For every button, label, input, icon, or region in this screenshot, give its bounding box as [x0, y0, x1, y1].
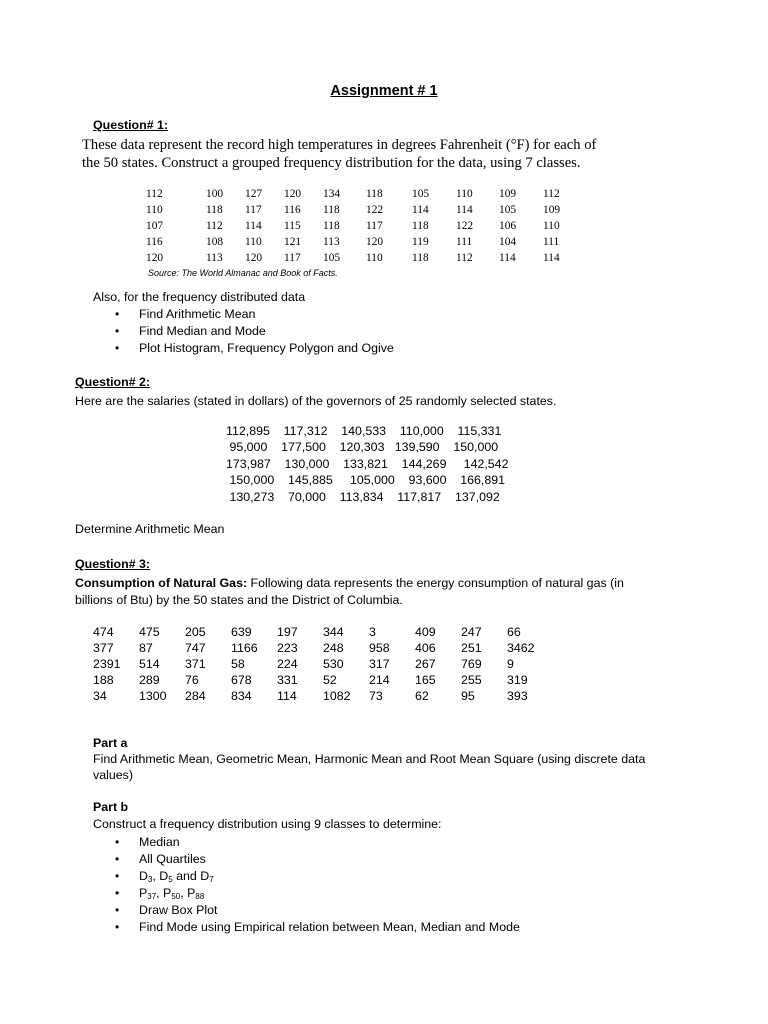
- temperature-cell: 120: [366, 236, 384, 248]
- temperature-cell: 114: [456, 204, 473, 216]
- gas-value-cell: 34: [93, 689, 107, 703]
- salary-row: 173,987 130,000 133,821 144,269 142,542: [226, 457, 509, 471]
- gas-value-cell: 1166: [231, 641, 258, 655]
- gas-value-cell: 9: [507, 657, 514, 671]
- part-b-label: Part b: [93, 800, 129, 814]
- part-a-text-line2: values): [93, 768, 133, 782]
- temperature-cell: 120: [284, 188, 302, 200]
- gas-value-cell: 76: [185, 673, 199, 687]
- part-b-text: Construct a frequency distribution using 9 classes to determine:: [93, 817, 442, 831]
- assignment-title: Assignment # 1: [330, 83, 438, 99]
- table-row: [93, 640, 553, 656]
- temperature-cell: 118: [206, 204, 223, 216]
- gas-value-cell: 251: [461, 641, 482, 655]
- gas-value-cell: 223: [277, 641, 298, 655]
- list-item: • Draw Box Plot: [93, 902, 520, 919]
- also-text: Also, for the frequency distributed data: [93, 290, 306, 304]
- gas-value-cell: 197: [277, 625, 298, 639]
- question-1-text-line1: These data represent the record high temperatures in degrees Fahrenheit (°F) for each of: [82, 137, 597, 153]
- temperature-cell: 118: [366, 188, 383, 200]
- temperature-cell: 118: [323, 204, 340, 216]
- temperature-cell: 113: [323, 236, 340, 248]
- salary-row: 130,273 70,000 113,834 117,817 137,092: [226, 490, 500, 504]
- temperature-cell: 118: [412, 220, 429, 232]
- gas-value-cell: 474: [93, 625, 114, 639]
- gas-value-cell: 52: [323, 673, 337, 687]
- list-item: • $P_{37}$, $P_{50}$, $P_{88}$: [93, 885, 520, 902]
- temperature-cell: 109: [499, 188, 517, 200]
- gas-value-cell: 958: [369, 641, 390, 655]
- temperature-cell: 117: [284, 252, 301, 264]
- gas-value-cell: 114: [277, 689, 297, 703]
- part-a-label: Part a: [93, 736, 128, 750]
- table-source-note: Source: The World Almanac and Book of Facts.: [148, 268, 338, 278]
- temperature-cell: 114: [543, 252, 560, 264]
- question-3-heading: Question# 3:: [75, 557, 151, 571]
- temperature-cell: 114: [245, 220, 262, 232]
- gas-value-cell: 331: [277, 673, 298, 687]
- question-2-task: Determine Arithmetic Mean: [75, 522, 225, 536]
- intro-bold-label: Consumption of Natural Gas:: [75, 576, 248, 590]
- list-item: • Find Mode using Empirical relation between Mean, Median and Mode: [93, 919, 520, 936]
- gas-value-cell: 247: [461, 625, 482, 639]
- gas-value-cell: 165: [415, 673, 436, 687]
- temperature-cell: 110: [146, 204, 163, 216]
- list-item: • Median: [93, 834, 520, 851]
- temperature-cell: 107: [146, 220, 164, 232]
- temperature-cell: 120: [146, 252, 164, 264]
- temperature-cell: 116: [284, 204, 301, 216]
- temperature-cell: 114: [499, 252, 516, 264]
- temperature-cell: 121: [284, 236, 302, 248]
- gas-value-cell: 214: [369, 673, 390, 687]
- gas-value-cell: 284: [185, 689, 206, 703]
- gas-value-cell: 1082: [323, 689, 351, 703]
- gas-value-cell: 73: [369, 689, 383, 703]
- temperature-cell: 105: [412, 188, 430, 200]
- gas-value-cell: 834: [231, 689, 252, 703]
- temperature-table: [146, 186, 573, 266]
- part-a-text-line1: Find Arithmetic Mean, Geometric Mean, Harmonic Mean and Root Mean Square (using discrete data: [93, 752, 646, 766]
- temperature-cell: 110: [366, 252, 383, 264]
- temperature-cell: 106: [499, 220, 517, 232]
- salary-row: 95,000 177,500 120,303 139,590 150,000: [226, 440, 499, 454]
- gas-value-cell: 267: [415, 657, 436, 671]
- gas-value-cell: 248: [323, 641, 344, 655]
- gas-value-cell: 406: [415, 641, 436, 655]
- temperature-cell: 112: [456, 252, 473, 264]
- list-item: • $D_3$, $D_5$ and $D_7$: [93, 868, 520, 885]
- temperature-cell: 127: [245, 188, 263, 200]
- gas-value-cell: 393: [507, 689, 528, 703]
- temperature-cell: 116: [146, 236, 163, 248]
- temperature-cell: 112: [543, 188, 560, 200]
- temperature-cell: 110: [456, 188, 473, 200]
- temperature-cell: 119: [412, 236, 429, 248]
- temperature-cell: 114: [412, 204, 429, 216]
- question-1-text-line2: the 50 states. Construct a grouped frequency distribution for the data, using 7 classes.: [82, 155, 581, 171]
- temperature-cell: 100: [206, 188, 224, 200]
- table-row: [93, 688, 553, 704]
- gas-value-cell: 58: [231, 657, 245, 671]
- question-1-heading: Question# 1:: [93, 118, 169, 132]
- table-row: [93, 656, 553, 672]
- gas-value-cell: 62: [415, 689, 429, 703]
- temperature-cell: 120: [245, 252, 263, 264]
- temperature-cell: 108: [206, 236, 224, 248]
- gas-value-cell: 1300: [139, 689, 167, 703]
- temperature-cell: 105: [323, 252, 341, 264]
- gas-value-cell: 3462: [507, 641, 535, 655]
- gas-value-cell: 87: [139, 641, 153, 655]
- list-item: • Find Median and Mode: [93, 323, 394, 340]
- temperature-cell: 112: [146, 188, 163, 200]
- question-3-intro-line1: [75, 576, 624, 590]
- question-2-heading: Question# 2:: [75, 375, 151, 389]
- temperature-cell: 109: [543, 204, 561, 216]
- temperature-cell: 105: [499, 204, 517, 216]
- gas-value-cell: 747: [185, 641, 206, 655]
- list-item: • Plot Histogram, Frequency Polygon and Ogive: [93, 340, 394, 357]
- gas-value-cell: 188: [93, 673, 114, 687]
- temperature-cell: 122: [456, 220, 474, 232]
- question-3-bullet-list: [93, 834, 520, 936]
- temperature-cell: 118: [323, 220, 340, 232]
- question-1-bullet-list: [93, 306, 394, 357]
- temperature-cell: 104: [499, 236, 517, 248]
- gas-value-cell: 344: [323, 625, 344, 639]
- gas-value-cell: 769: [461, 657, 482, 671]
- temperature-cell: 118: [412, 252, 429, 264]
- gas-value-cell: 317: [369, 657, 390, 671]
- salary-row: 150,000 145,885 105,000 93,600 166,891: [226, 473, 506, 487]
- salary-row: 112,895 117,312 140,533 110,000 115,331: [226, 424, 502, 438]
- gas-value-cell: 639: [231, 625, 252, 639]
- gas-value-cell: 377: [93, 641, 114, 655]
- question-2-text: Here are the salaries (stated in dollars) of the governors of 25 randomly selected states.: [75, 394, 557, 408]
- gas-value-cell: 319: [507, 673, 528, 687]
- gas-value-cell: 66: [507, 625, 521, 639]
- gas-value-cell: 475: [139, 625, 160, 639]
- gas-value-cell: 289: [139, 673, 160, 687]
- gas-value-cell: 205: [185, 625, 206, 639]
- table-row: [146, 186, 573, 202]
- table-row: [93, 624, 553, 640]
- table-row: [146, 218, 573, 234]
- gas-value-cell: 3: [369, 625, 376, 639]
- table-row: [93, 672, 553, 688]
- temperature-cell: 122: [366, 204, 384, 216]
- table-row: [146, 234, 573, 250]
- temperature-cell: 134: [323, 188, 341, 200]
- list-item: • All Quartiles: [93, 851, 520, 868]
- gas-value-cell: 95: [461, 689, 475, 703]
- gas-value-cell: 409: [415, 625, 436, 639]
- table-row: [146, 202, 573, 218]
- list-item: • Find Arithmetic Mean: [93, 306, 394, 323]
- temperature-cell: 113: [206, 252, 223, 264]
- gas-value-cell: 224: [277, 657, 298, 671]
- gas-value-cell: 530: [323, 657, 344, 671]
- temperature-cell: 112: [206, 220, 223, 232]
- intro-text: Following data represents the energy consumption of natural gas (in: [247, 576, 624, 590]
- gas-value-cell: 371: [185, 657, 206, 671]
- temperature-cell: 111: [543, 236, 560, 248]
- gas-value-cell: 678: [231, 673, 252, 687]
- temperature-cell: 111: [456, 236, 473, 248]
- gas-value-cell: 255: [461, 673, 482, 687]
- question-3-intro-line2: billions of Btu) by the 50 states and the District of Columbia.: [75, 593, 403, 607]
- temperature-cell: 115: [284, 220, 301, 232]
- temperature-cell: 117: [366, 220, 383, 232]
- table-row: [146, 250, 573, 266]
- temperature-cell: 117: [245, 204, 262, 216]
- natural-gas-table: [93, 624, 553, 704]
- temperature-cell: 110: [543, 220, 560, 232]
- gas-value-cell: 2391: [93, 657, 121, 671]
- temperature-cell: 110: [245, 236, 262, 248]
- gas-value-cell: 514: [139, 657, 160, 671]
